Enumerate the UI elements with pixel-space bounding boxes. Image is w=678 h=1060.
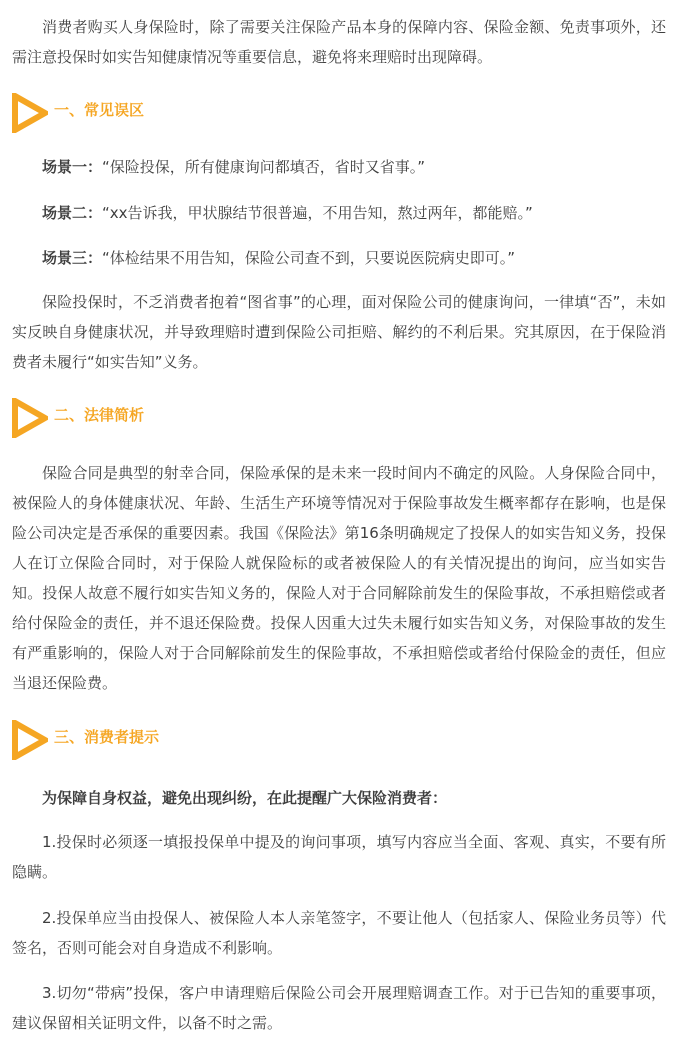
section-2-title: 二、法律简析 [54, 406, 145, 424]
scene-1-label: 场景一： [42, 158, 103, 176]
scene-3-text: “体检结果不用告知，保险公司查不到，只要说医院病史即可。” [102, 249, 516, 267]
play-triangle-icon [12, 720, 48, 760]
section-1-title: 一、常见误区 [54, 101, 145, 119]
scene-2 [12, 198, 666, 228]
scene-1 [12, 152, 666, 182]
section-2-body: 保险合同是典型的射幸合同，保险承保的是未来一段时间内不确定的风险。人身保险合同中，被保险人的身体健康状况、年龄、生活生产环境等情况对于保险事故发生概率都存在影响，也是保险公司决定是否承保的重要因素。我国《保险法》第16条明确规定了投保人的如实告知义务，投保人在订立保险合同时，对于保险人就保险标的或者被保险人的有关情况提出的询问，应当如实告知。投保人故意不履行如实告知义务的，保险人对于合同解除前发生的保险事故，不承担赔偿或者给付保险金的责任，并不退还保险费。投保人因重大过失未履行如实告知义务，对保险事故的发生有严重影响的，保险人对于合同解除前发生的保险事故，不承担赔偿或者给付保险金的责任，但应当退还保险费。 [12, 464, 666, 692]
scene-3-label: 场景三： [42, 249, 103, 267]
intro-paragraph: 消费者购买人身保险时，除了需要关注保险产品本身的保障内容、保险金额、免责事项外，还需注意投保时如实告知健康情况等重要信息，避免将来理赔时出现障碍。 [12, 18, 666, 66]
scene-3 [12, 243, 666, 273]
section-1-body: 保险投保时，不乏消费者抱着“图省事”的心理，面对保险公司的健康询问，一律填“否”，未如实反映自身健康状况，并导致理赔时遭到保险公司拒赔、解约的不利后果。究其原因，在于保险消费者未履行“如实告知”义务。 [12, 293, 666, 371]
section-1-header [12, 93, 666, 133]
section-2-header [12, 398, 666, 438]
section-3-lead: 为保障自身权益，避免出现纠纷，在此提醒广大保险消费者： [42, 789, 448, 807]
section-3-title: 三、消费者提示 [54, 728, 160, 746]
tip-3: 3.切勿“带病”投保，客户申请理赔后保险公司会开展理赔调查工作。对于已告知的重要事项，建议保留相关证明文件，以备不时之需。 [12, 984, 666, 1032]
tip-2: 2.投保单应当由投保人、被保险人本人亲笔签字，不要让他人（包括家人、保险业务员等）代签名，否则可能会对自身造成不利影响。 [12, 909, 666, 957]
scene-2-label: 场景二： [42, 204, 103, 222]
tip-1: 1.投保时必须逐一填报投保单中提及的询问事项，填写内容应当全面、客观、真实，不要有所隐瞒。 [12, 833, 666, 881]
play-triangle-icon [12, 398, 48, 438]
scene-1-text: “保险投保，所有健康询问都填否，省时又省事。” [102, 158, 426, 176]
play-triangle-icon [12, 93, 48, 133]
section-3-header [12, 720, 666, 760]
scene-2-text: “xx告诉我，甲状腺结节很普遍，不用告知，熬过两年，都能赔。” [102, 204, 533, 222]
